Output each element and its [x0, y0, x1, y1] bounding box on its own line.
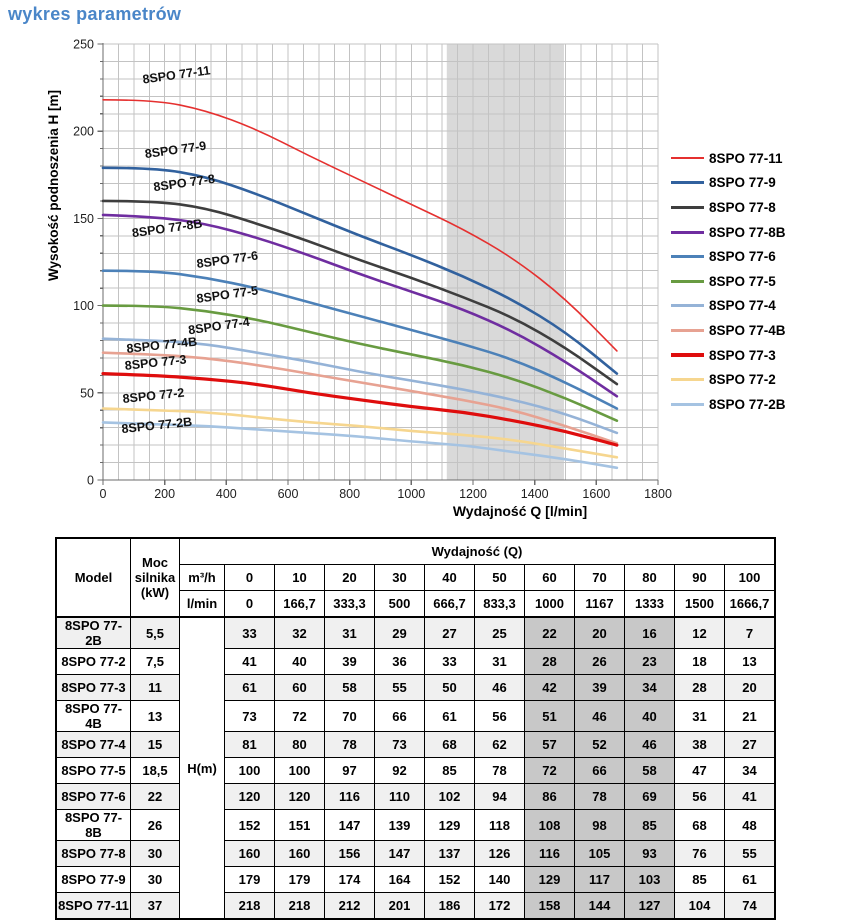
cell-h-value: 94	[475, 784, 525, 810]
cell-h-unit: H(m)	[180, 617, 225, 919]
legend-line-swatch	[671, 206, 704, 209]
cell-h-value: 86	[525, 784, 575, 810]
cell-h-value: 137	[425, 841, 475, 867]
header-power: Moc silnika (kW)	[131, 538, 180, 617]
curve-label-8spo-77-4b: 8SPO 77-4B	[125, 334, 198, 356]
cell-power: 37	[131, 893, 180, 920]
cell-h-value: 151	[275, 810, 325, 841]
cell-h-value: 110	[375, 784, 425, 810]
cell-h-value: 46	[625, 732, 675, 758]
curve-label-8spo-77-5: 8SPO 77-5	[195, 283, 259, 306]
legend-label: 8SPO 77-8B	[709, 224, 786, 240]
cell-h-value: 164	[375, 867, 425, 893]
cell-h-value: 116	[325, 784, 375, 810]
cell-h-value: 28	[675, 675, 725, 701]
legend-item-8spo-77-11	[671, 151, 786, 166]
legend-line-swatch	[671, 157, 704, 159]
cell-h-value: 118	[475, 810, 525, 841]
cell-h-value: 212	[325, 893, 375, 920]
x-tick-label: 1000	[397, 487, 426, 501]
header-q-m3h-5: 50	[475, 565, 525, 591]
chart-legend	[671, 146, 786, 417]
cell-power: 22	[131, 784, 180, 810]
cell-h-value: 33	[225, 617, 275, 649]
header-q-lmin-6: 1000	[525, 591, 575, 618]
cell-h-value: 27	[425, 617, 475, 649]
cell-h-value: 218	[275, 893, 325, 920]
x-tick-label: 200	[154, 487, 176, 501]
curve-label-8spo-77-2: 8SPO 77-2	[121, 385, 185, 406]
cell-h-value: 72	[275, 701, 325, 732]
curve-label-8spo-77-3: 8SPO 77-3	[124, 352, 188, 373]
cell-h-value: 152	[425, 867, 475, 893]
cell-h-value: 76	[675, 841, 725, 867]
cell-h-value: 42	[525, 675, 575, 701]
legend-item-8spo-77-6	[671, 249, 786, 264]
cell-h-value: 46	[475, 675, 525, 701]
cell-h-value: 12	[675, 617, 725, 649]
header-unit-lmin: l/min	[180, 591, 225, 618]
legend-item-8spo-77-8b	[671, 225, 786, 240]
cell-h-value: 152	[225, 810, 275, 841]
legend-item-8spo-77-8	[671, 200, 786, 215]
x-tick-label: 1200	[459, 487, 487, 501]
cell-h-value: 68	[425, 732, 475, 758]
cell-model: 8SPO 77-2	[56, 649, 131, 675]
legend-label: 8SPO 77-3	[709, 347, 776, 363]
cell-h-value: 179	[275, 867, 325, 893]
cell-h-value: 144	[575, 893, 625, 920]
cell-h-value: 29	[375, 617, 425, 649]
cell-h-value: 38	[675, 732, 725, 758]
y-axis-label: Wysokość podnoszenia H [m]	[46, 89, 61, 281]
cell-model: 8SPO 77-3	[56, 675, 131, 701]
table-row-8spo-77-6	[56, 784, 775, 810]
cell-h-value: 61	[725, 867, 776, 893]
cell-h-value: 78	[575, 784, 625, 810]
legend-label: 8SPO 77-2B	[709, 396, 786, 412]
x-tick-label: 600	[277, 487, 299, 501]
cell-h-value: 85	[625, 810, 675, 841]
cell-h-value: 33	[425, 649, 475, 675]
cell-h-value: 147	[375, 841, 425, 867]
table-row-8spo-77-5	[56, 758, 775, 784]
cell-power: 7,5	[131, 649, 180, 675]
table-row-8spo-77-4	[56, 732, 775, 758]
header-q-m3h-0: 0	[225, 565, 275, 591]
curve-label-8spo-77-8b: 8SPO 77-8B	[131, 216, 204, 241]
cell-h-value: 172	[475, 893, 525, 920]
cell-h-value: 140	[475, 867, 525, 893]
legend-label: 8SPO 77-8	[709, 199, 776, 215]
table-row-8spo-77-3	[56, 675, 775, 701]
cell-power: 30	[131, 841, 180, 867]
cell-model: 8SPO 77-2B	[56, 617, 131, 649]
parameters-table-area	[55, 537, 776, 920]
cell-h-value: 120	[225, 784, 275, 810]
cell-h-value: 85	[425, 758, 475, 784]
cell-h-value: 100	[225, 758, 275, 784]
legend-item-8spo-77-2	[671, 372, 786, 387]
legend-label: 8SPO 77-9	[709, 175, 776, 191]
cell-h-value: 158	[525, 893, 575, 920]
legend-line-swatch	[671, 255, 704, 258]
x-tick-label: 0	[99, 487, 107, 501]
table-row-8spo-77-2	[56, 649, 775, 675]
cell-h-value: 40	[275, 649, 325, 675]
cell-h-value: 69	[625, 784, 675, 810]
cell-h-value: 116	[525, 841, 575, 867]
cell-h-value: 129	[425, 810, 475, 841]
cell-h-value: 156	[325, 841, 375, 867]
header-q-lmin-10: 1666,7	[725, 591, 776, 618]
cell-h-value: 22	[525, 617, 575, 649]
legend-line-swatch	[671, 231, 704, 234]
legend-line-swatch	[671, 181, 704, 184]
cell-h-value: 78	[475, 758, 525, 784]
cell-h-value: 52	[575, 732, 625, 758]
table-row-8spo-77-11	[56, 893, 775, 920]
cell-h-value: 81	[225, 732, 275, 758]
legend-item-8spo-77-4b	[671, 323, 786, 338]
cell-model: 8SPO 77-4	[56, 732, 131, 758]
header-q-lmin-1: 166,7	[275, 591, 325, 618]
legend-label: 8SPO 77-4	[709, 298, 776, 314]
curve-label-8spo-77-8: 8SPO 77-8	[152, 171, 216, 195]
table-row-8spo-77-2b	[56, 617, 775, 649]
cell-h-value: 61	[225, 675, 275, 701]
cell-h-value: 56	[675, 784, 725, 810]
legend-line-swatch	[671, 280, 704, 283]
cell-h-value: 120	[275, 784, 325, 810]
y-tick-label: 200	[73, 124, 94, 139]
cell-h-value: 31	[675, 701, 725, 732]
header-q-lmin-5: 833,3	[475, 591, 525, 618]
legend-label: 8SPO 77-2	[709, 372, 776, 388]
cell-h-value: 58	[325, 675, 375, 701]
cell-h-value: 160	[225, 841, 275, 867]
cell-h-value: 34	[725, 758, 776, 784]
cell-h-value: 41	[725, 784, 776, 810]
legend-label: 8SPO 77-11	[709, 150, 783, 166]
cell-h-value: 126	[475, 841, 525, 867]
cell-h-value: 201	[375, 893, 425, 920]
cell-h-value: 39	[325, 649, 375, 675]
cell-h-value: 36	[375, 649, 425, 675]
cell-h-value: 218	[225, 893, 275, 920]
header-q-lmin-9: 1500	[675, 591, 725, 618]
cell-h-value: 174	[325, 867, 375, 893]
cell-h-value: 31	[325, 617, 375, 649]
recommended-range-band	[447, 44, 564, 480]
pump-curves-chart	[0, 35, 851, 535]
cell-h-value: 98	[575, 810, 625, 841]
cell-model: 8SPO 77-4B	[56, 701, 131, 732]
curve-label-8spo-77-6: 8SPO 77-6	[195, 248, 259, 272]
cell-h-value: 25	[475, 617, 525, 649]
cell-h-value: 58	[625, 758, 675, 784]
y-tick-label: 100	[73, 299, 94, 314]
cell-h-value: 26	[575, 649, 625, 675]
cell-h-value: 102	[425, 784, 475, 810]
cell-power: 15	[131, 732, 180, 758]
cell-h-value: 39	[575, 675, 625, 701]
x-tick-label: 400	[215, 487, 237, 501]
header-q-m3h-1: 10	[275, 565, 325, 591]
cell-h-value: 97	[325, 758, 375, 784]
cell-power: 26	[131, 810, 180, 841]
legend-line-swatch	[671, 304, 704, 307]
legend-line-swatch	[671, 378, 704, 381]
table-row-8spo-77-4b	[56, 701, 775, 732]
cell-h-value: 47	[675, 758, 725, 784]
cell-h-value: 72	[525, 758, 575, 784]
cell-h-value: 127	[625, 893, 675, 920]
cell-h-value: 73	[225, 701, 275, 732]
curve-label-8spo-77-9: 8SPO 77-9	[143, 138, 208, 162]
cell-h-value: 61	[425, 701, 475, 732]
header-q-lmin-0: 0	[225, 591, 275, 618]
header-q-m3h-8: 80	[625, 565, 675, 591]
cell-h-value: 117	[575, 867, 625, 893]
cell-h-value: 108	[525, 810, 575, 841]
cell-h-value: 179	[225, 867, 275, 893]
cell-power: 5,5	[131, 617, 180, 649]
curve-label-8spo-77-4: 8SPO 77-4	[187, 314, 251, 338]
cell-h-value: 73	[375, 732, 425, 758]
y-tick-label: 0	[87, 473, 94, 488]
cell-h-value: 16	[625, 617, 675, 649]
cell-power: 13	[131, 701, 180, 732]
table-row-8spo-77-8b	[56, 810, 775, 841]
cell-h-value: 85	[675, 867, 725, 893]
cell-h-value: 139	[375, 810, 425, 841]
cell-h-value: 21	[725, 701, 776, 732]
cell-model: 8SPO 77-8B	[56, 810, 131, 841]
cell-model: 8SPO 77-6	[56, 784, 131, 810]
cell-h-value: 20	[575, 617, 625, 649]
legend-label: 8SPO 77-5	[709, 273, 776, 289]
cell-model: 8SPO 77-11	[56, 893, 131, 920]
header-q-m3h-6: 60	[525, 565, 575, 591]
x-tick-label: 1400	[520, 487, 549, 501]
cell-h-value: 78	[325, 732, 375, 758]
cell-h-value: 92	[375, 758, 425, 784]
legend-label: 8SPO 77-4B	[709, 322, 786, 338]
cell-h-value: 28	[525, 649, 575, 675]
cell-h-value: 55	[725, 841, 776, 867]
cell-h-value: 7	[725, 617, 776, 649]
cell-h-value: 46	[575, 701, 625, 732]
header-q-lmin-8: 1333	[625, 591, 675, 618]
cell-h-value: 18	[675, 649, 725, 675]
legend-line-swatch	[671, 353, 704, 357]
y-tick-label: 250	[73, 37, 94, 52]
cell-h-value: 105	[575, 841, 625, 867]
header-q-lmin-3: 500	[375, 591, 425, 618]
header-q-m3h-3: 30	[375, 565, 425, 591]
curve-label-8spo-77-2b: 8SPO 77-2B	[120, 414, 193, 437]
cell-h-value: 80	[275, 732, 325, 758]
cell-h-value: 34	[625, 675, 675, 701]
cell-h-value: 41	[225, 649, 275, 675]
legend-item-8spo-77-4	[671, 298, 786, 313]
cell-h-value: 93	[625, 841, 675, 867]
cell-h-value: 60	[275, 675, 325, 701]
cell-h-value: 147	[325, 810, 375, 841]
legend-item-8spo-77-2b	[671, 397, 786, 412]
cell-h-value: 62	[475, 732, 525, 758]
cell-h-value: 104	[675, 893, 725, 920]
cell-power: 30	[131, 867, 180, 893]
header-q-m3h-7: 70	[575, 565, 625, 591]
cell-model: 8SPO 77-8	[56, 841, 131, 867]
cell-h-value: 100	[275, 758, 325, 784]
cell-h-value: 20	[725, 675, 776, 701]
legend-item-8spo-77-3	[671, 348, 786, 363]
cell-h-value: 32	[275, 617, 325, 649]
cell-power: 18,5	[131, 758, 180, 784]
x-tick-label: 1800	[644, 487, 672, 501]
legend-label: 8SPO 77-6	[709, 249, 776, 265]
cell-h-value: 51	[525, 701, 575, 732]
cell-h-value: 27	[725, 732, 776, 758]
cell-h-value: 68	[675, 810, 725, 841]
cell-h-value: 48	[725, 810, 776, 841]
cell-h-value: 55	[375, 675, 425, 701]
cell-h-value: 23	[625, 649, 675, 675]
legend-line-swatch	[671, 403, 704, 406]
cell-h-value: 66	[575, 758, 625, 784]
header-flow-q: Wydajność (Q)	[180, 538, 776, 565]
cell-h-value: 31	[475, 649, 525, 675]
header-q-m3h-2: 20	[325, 565, 375, 591]
x-tick-label: 1600	[582, 487, 611, 501]
parameters-table	[55, 537, 776, 920]
legend-line-swatch	[671, 329, 704, 332]
cell-power: 11	[131, 675, 180, 701]
cell-h-value: 66	[375, 701, 425, 732]
header-q-lmin-4: 666,7	[425, 591, 475, 618]
x-tick-label: 800	[339, 487, 361, 501]
cell-h-value: 129	[525, 867, 575, 893]
header-q-m3h-10: 100	[725, 565, 776, 591]
curve-label-8spo-77-11: 8SPO 77-11	[141, 63, 212, 87]
y-tick-label: 150	[73, 211, 94, 226]
cell-h-value: 186	[425, 893, 475, 920]
header-unit-m3h: m³/h	[180, 565, 225, 591]
cell-h-value: 57	[525, 732, 575, 758]
cell-model: 8SPO 77-5	[56, 758, 131, 784]
cell-h-value: 74	[725, 893, 776, 920]
x-axis-label: Wydajność Q [l/min]	[452, 503, 588, 519]
table-row-8spo-77-8	[56, 841, 775, 867]
header-q-m3h-4: 40	[425, 565, 475, 591]
header-model: Model	[56, 538, 131, 617]
header-q-lmin-2: 333,3	[325, 591, 375, 618]
cell-h-value: 103	[625, 867, 675, 893]
cell-h-value: 13	[725, 649, 776, 675]
header-q-m3h-9: 90	[675, 565, 725, 591]
table-row-8spo-77-9	[56, 867, 775, 893]
legend-item-8spo-77-5	[671, 274, 786, 289]
header-q-lmin-7: 1167	[575, 591, 625, 618]
page-title: wykres parametrów	[8, 4, 182, 24]
cell-h-value: 160	[275, 841, 325, 867]
cell-h-value: 40	[625, 701, 675, 732]
cell-model: 8SPO 77-9	[56, 867, 131, 893]
y-tick-label: 50	[80, 386, 94, 401]
cell-h-value: 70	[325, 701, 375, 732]
legend-item-8spo-77-9	[671, 175, 786, 190]
cell-h-value: 50	[425, 675, 475, 701]
cell-h-value: 56	[475, 701, 525, 732]
